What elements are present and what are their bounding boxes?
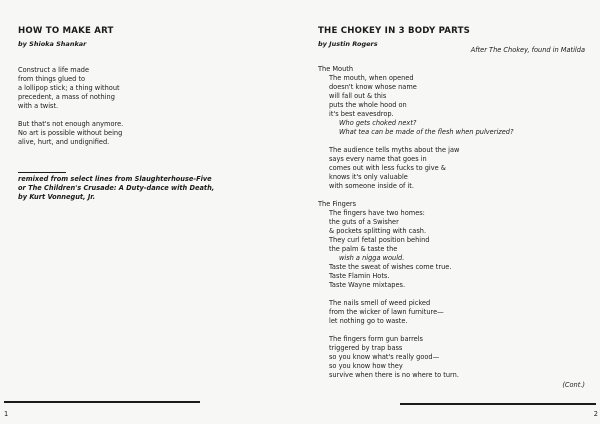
poem-line: the palm & taste the [329,245,398,253]
poem-line: Taste Flamin Hots. [329,272,390,280]
left-poem-title: HOW TO MAKE ART [18,26,114,36]
poem-line: doesn't know whose name [329,83,417,91]
poem-line: & pockets splitting with cash. [329,227,427,235]
poem-line: The fingers have two homes: [329,209,425,217]
poem-line: wish a nigga would. [339,254,405,262]
poem-line: Taste Wayne mixtapes. [329,281,406,289]
poem-line: triggered by trap bass [329,344,403,352]
poem-line: The audience tells myths about the jaw [329,146,460,154]
poem-line: precedent, a mass of nothing [18,93,115,101]
section-heading: The Fingers [318,200,357,208]
page-bottom-rule [400,403,596,405]
poem-line: Taste the sweat of wishes come true. [329,263,452,271]
poem-line: so you know what's really good— [329,353,440,361]
poem-line: Who gets choked next? [339,119,417,127]
poem-line: But that's not enough anymore. [18,120,124,128]
note-line: by Kurt Vonnegut, Jr. [18,193,96,201]
poem-line: The mouth, when opened [329,74,414,82]
poem-line: What tea can be made of the flesh when pulverized? [339,128,514,136]
poem-line: says every name that goes in [329,155,427,163]
poem-line: with someone inside of it. [329,182,414,190]
epigraph: After The Chokey, found in Matilda [470,46,585,54]
left-poem-byline: by Shioka Shankar [18,40,87,48]
poem-line: survive when there is no where to turn. [329,371,459,379]
poem-line: will fall out & this [329,92,387,100]
poem-line: from the wicker of lawn furniture— [329,308,444,316]
poem-line: it's best eavesdrop. [329,110,394,118]
poem-line: from things glued to [18,75,86,83]
note-line: or The Children's Crusade: A Duty-dance with Death, [18,184,215,192]
poem-line: knows it's only valuable [329,173,408,181]
page-bottom-rule [4,401,200,403]
poem-line: Construct a life made [18,66,90,74]
poem-line: comes out with less fucks to give & [329,164,446,172]
poem-line: with a twist. [18,102,59,110]
section-heading: The Mouth [318,65,354,73]
poem-line: puts the whole hood on [329,101,407,109]
continued-label: (Cont.) [562,381,585,389]
poem-line: No art is possible without being [18,129,123,137]
poem-line: The fingers form gun barrels [329,335,423,343]
poem-line: let nothing go to waste. [329,317,408,325]
note-line: remixed from select lines from Slaughterhouse-Five [18,175,212,183]
right-poem-byline: by Justin Rogers [318,40,378,48]
poem-line: They curl fetal position behind [329,236,430,244]
footnote-divider [18,172,66,173]
poem-line: so you know how they [329,362,403,370]
poem-line: The nails smell of weed picked [329,299,431,307]
poem-line: alive, hurt, and undignified. [18,138,110,146]
page-number: 2 [593,410,598,418]
right-page [300,0,600,424]
poem-line: a lollipop stick; a thing without [18,84,120,92]
page-number: 1 [4,410,9,418]
right-poem-title: THE CHOKEY IN 3 BODY PARTS [318,26,471,36]
poem-line: the guts of a Swisher [329,218,399,226]
